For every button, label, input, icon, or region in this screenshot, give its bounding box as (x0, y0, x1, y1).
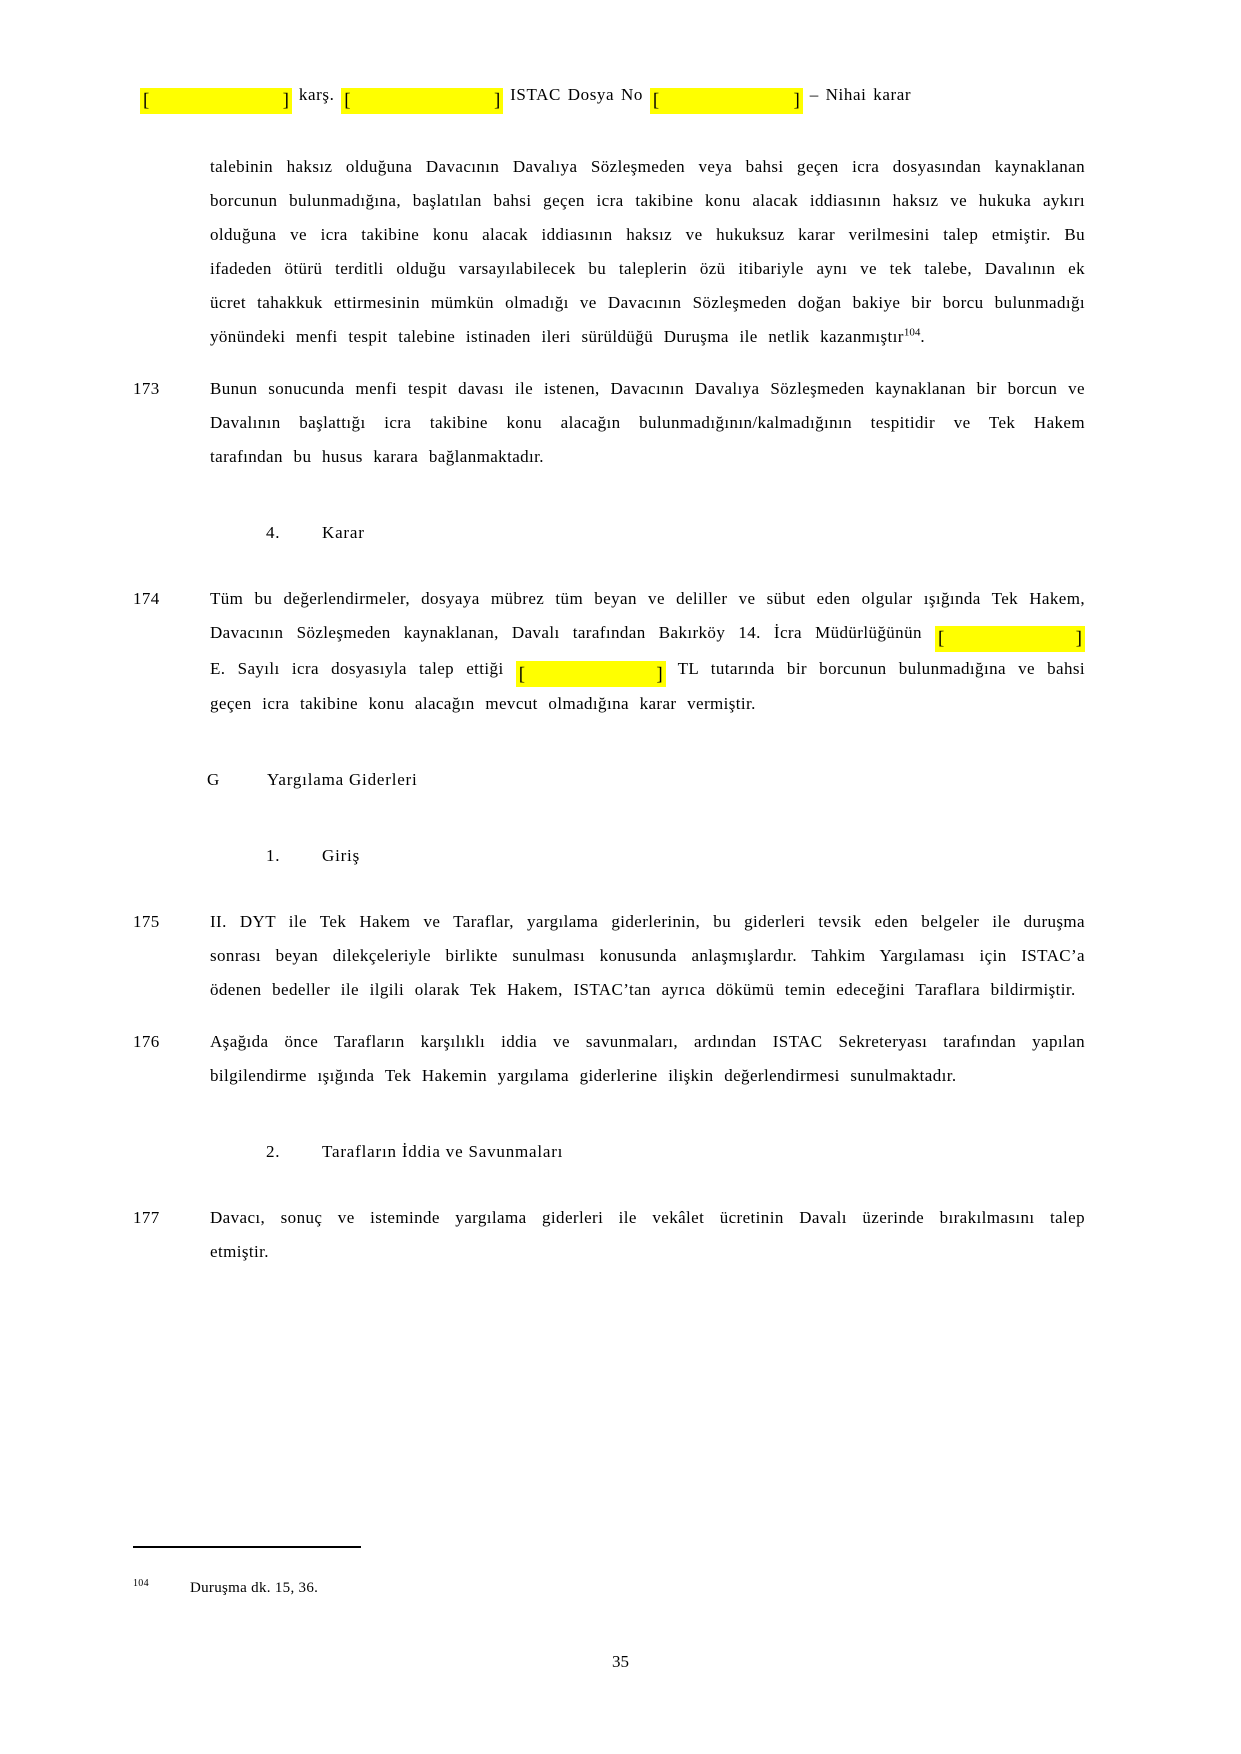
section-heading-tarafların-i̇ddia-ve-savunmaları (133, 1135, 1085, 1169)
paragraph-text: Davacı, sonuç ve isteminde yargılama giderleri ile vekâlet ücretinin Davalı üzerinde bırakılmasını talep etmiştir. (210, 1208, 1085, 1261)
heading-title: Giriş (322, 846, 360, 865)
paragraph-text: talebinin haksız olduğuna Davacının Davalıya Sözleşmeden veya bahsi geçen icra dosyasından kaynaklanan borcunun bulunmadığına, başlatılan bahsi geçen icra takibine konu alacak iddiasının haksız ve hukuka aykırı olduğuna ve icra takibine konu alacak iddiasının haksız ve hukuksuz karar verilmesini talep etmiştir. Bu ifadeden ötürü terditli olduğu varsayılabilecek bu taleplerin özü itibariyle aynı ve tek talebe, Davalının ek ücret tahakkuk ettirmesinin mümkün olmadığı ve Davacının Sözleşmeden doğan bakiye bir borcu bulunmadığı yönündeki menfi tespit talebine istinaden ileri sürüldüğü Duruşma ile netlik kazanmıştır$^{104}$. (210, 157, 1085, 346)
heading-number: 4. (266, 523, 281, 542)
document-body (133, 150, 1085, 1287)
heading-number: 2. (266, 1142, 281, 1161)
paragraph-number: 173 (133, 379, 160, 398)
paragraph-continued (133, 150, 1085, 354)
paragraph-174 (133, 582, 1085, 721)
section-heading-giriş (133, 839, 1085, 873)
footnote-separator (133, 1546, 361, 1548)
paragraph-175 (133, 905, 1085, 1007)
paragraph-text: Tüm bu değerlendirmeler, dosyaya mübrez tüm beyan ve deliller ve sübut eden olgular ışığında Tek Hakem, Davacının Sözleşmeden kaynaklanan, Davalı tarafından Bakırköy 14. İcra Müdürlüğünün [ ] E. Sayılı icra dosyasıyla talep ettiği [ ] TL tutarında bir borcunun bulunmadığına ve bahsi geçen icra takibine konu alacağın mevcut olmadığına karar vermiştir. (210, 589, 1085, 713)
heading-title: Yargılama Giderleri (267, 770, 418, 789)
footnote-text: Duruşma dk. 15, 36. (190, 1580, 319, 1596)
paragraph-text: Aşağıda önce Tarafların karşılıklı iddia ve savunmaları, ardından ISTAC Sekreteryası tarafından yapılan bilgilendirme ışığında Tek Hakemin yargılama giderlerine ilişkin değerlendirmesi sunulmaktadır. (210, 1032, 1085, 1085)
page-header: [ ] karş. [ ] ISTAC Dosya No [ ] – Nihai karar (140, 80, 1140, 114)
paragraph-number: 174 (133, 589, 160, 608)
redacted-text: [ ] (341, 88, 503, 114)
paragraph-text: Bunun sonucunda menfi tespit davası ile istenen, Davacının Davalıya Sözleşmeden kaynaklanan bir borcun ve Davalının başlattığı icra takibine konu alacağın bulunmadığının/kalmadığının tespitidir ve Tek Hakem tarafından bu husus karara bağlanmaktadır. (210, 379, 1085, 466)
paragraph-177 (133, 1201, 1085, 1269)
page-number: 35 (612, 1652, 629, 1671)
paragraph-number: 176 (133, 1032, 160, 1051)
heading-number: 1. (266, 846, 281, 865)
redacted-text: [ ] (140, 88, 292, 114)
paragraph-number: 175 (133, 912, 160, 931)
heading-title: Karar (322, 523, 365, 542)
heading-number: G (207, 770, 221, 789)
heading-title: Tarafların İddia ve Savunmaları (322, 1142, 564, 1161)
paragraph-173 (133, 372, 1085, 474)
redacted-text: [ ] (935, 626, 1085, 652)
redacted-text: [ ] (516, 661, 666, 687)
paragraph-176 (133, 1025, 1085, 1093)
redacted-text: [ ] (650, 88, 803, 114)
section-heading-karar (133, 516, 1085, 550)
footnote-reference: 104 (903, 326, 921, 339)
footnote-number: 104 (133, 1578, 149, 1589)
section-heading-yargılama-giderleri (133, 763, 1085, 797)
footnote (133, 1578, 933, 1597)
paragraph-text: II. DYT ile Tek Hakem ve Taraflar, yargılama giderlerinin, bu giderleri tevsik eden belgeler ile duruşma sonrası beyan dilekçeleriyle birlikte sunulması konusunda anlaşmışlardır. Tahkim Yargılaması için ISTAC’a ödenen bedeller ile ilgili olarak Tek Hakem, ISTAC’tan ayrıca dökümü temin edeceğini Taraflara bildirmiştir. (210, 912, 1085, 999)
paragraph-number: 177 (133, 1208, 160, 1227)
